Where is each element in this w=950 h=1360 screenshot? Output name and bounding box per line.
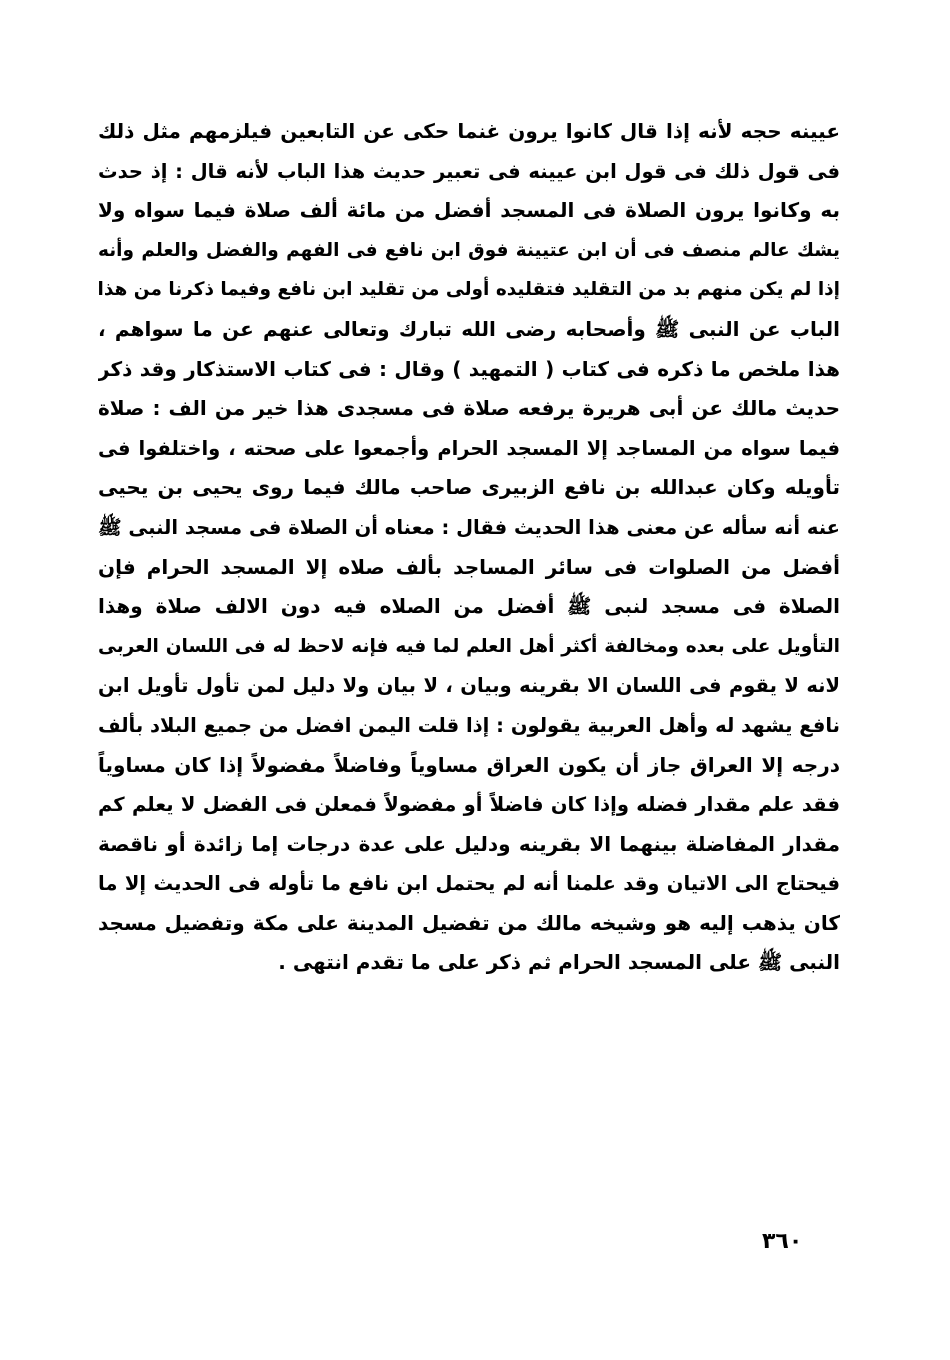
text-line: هذا ملخص ما ذكره فى كتاب ( التمهيد ) وقال : فى كتاب الاستذكار وقد ذكر xyxy=(98,356,840,381)
text-line: درجه إلا العراق جاز أن يكون العراق مساوياً وفاضلاً مفضولاً إذا كان مساوياً xyxy=(98,752,840,777)
text-line: أفضل من الصلوات فى سائر المساجد بألف صلاه إلا المسجد الحرام فإن xyxy=(98,554,840,579)
page-number: ٣٦٠ xyxy=(762,1229,803,1254)
text-line: فقد علم مقدار فضله وإذا كان فاضلاً أو مفضولاً فمعلن فى الفضل لا يعلم كم xyxy=(98,793,840,817)
text-line: حديث مالك عن أبى هريرة يرفعه صلاة فى مسجدى هذا خير من الف : صلاة xyxy=(98,396,840,421)
text-line: عنه أنه سأله عن معنى هذا الحديث فقال : معناه أن الصلاة فى مسجد النبى ﷺ xyxy=(98,515,840,539)
text-line-last: النبى ﷺ على المسجد الحرام ثم ذكر على ما تقدم انتهى . xyxy=(278,950,840,975)
text-line: لانه لا يقوم فى اللسان الا بقرينه وبيان ، لا بيان ولا دليل لمن تأول تأويل ابن xyxy=(98,674,840,698)
text-line: فيما سواه من المساجد إلا المسجد الحرام وأجمعوا على صحته ، واختلفوا فى xyxy=(98,436,840,460)
text-line: التأويل على بعده ومخالفة أكثر أهل العلم لما فيه فإنه لاحظ له فى اللسان العربى xyxy=(98,635,840,657)
text-line: الصلاة فى مسجد لنبى ﷺ أفضل من الصلاه فيه دون الالف صلاة وهذا xyxy=(98,594,840,619)
text-line: كان يذهب إليه هو وشيخه مالك من تفضيل المدينة على مكة وتفضيل مسجد xyxy=(98,910,840,935)
text-line: تأويله وكان عبدالله بن نافع الزبيرى صاحب مالك فيما روى يحيى بن يحيى xyxy=(98,475,840,500)
body-text xyxy=(98,112,840,983)
text-line: الباب عن النبى ﷺ وأصحابه رضى الله تبارك وتعالى عنهم عن ما سواهم ، xyxy=(98,316,840,341)
text-line: به وكانوا يرون الصلاة فى المسجد أفضل من مائة ألف صلاة فيما سواه ولا xyxy=(98,198,840,223)
text-line: عيينه حجه لأنه إذا قال كانوا يرون غنما حكى عن التابعين فيلزمهم مثل ذلك xyxy=(98,119,840,143)
text-line: نافع يشهد له وأهل العربية يقولون : إذا قلت اليمن افضل من جميع البلاد بألف xyxy=(98,713,840,737)
text-line: فيحتاج الى الاتيان وقد علمنا أنه لم يحتمل ابن نافع ما تأوله فى الحديث إلا ما xyxy=(98,872,840,896)
text-line: فى قول ذلك فى قول ابن عيينه فى تعبير حديث هذا الباب لأنه قال : إذ حدث xyxy=(98,159,840,183)
text-line: يشك عالم منصف فى أن ابن عتيينة فوق ابن نافع فى الفهم والفضل والعلم وأنه xyxy=(98,239,840,261)
text-line: إذا لم يكن منهم بد من التقليد فتقليده أولى من تقليد ابن نافع وفيما ذكرنا من هذا xyxy=(98,279,840,301)
text-line: مقدار المفاضلة بينهما الا بقرينه ودليل على عدة درجات إما زائدة أو ناقصة xyxy=(98,831,840,856)
